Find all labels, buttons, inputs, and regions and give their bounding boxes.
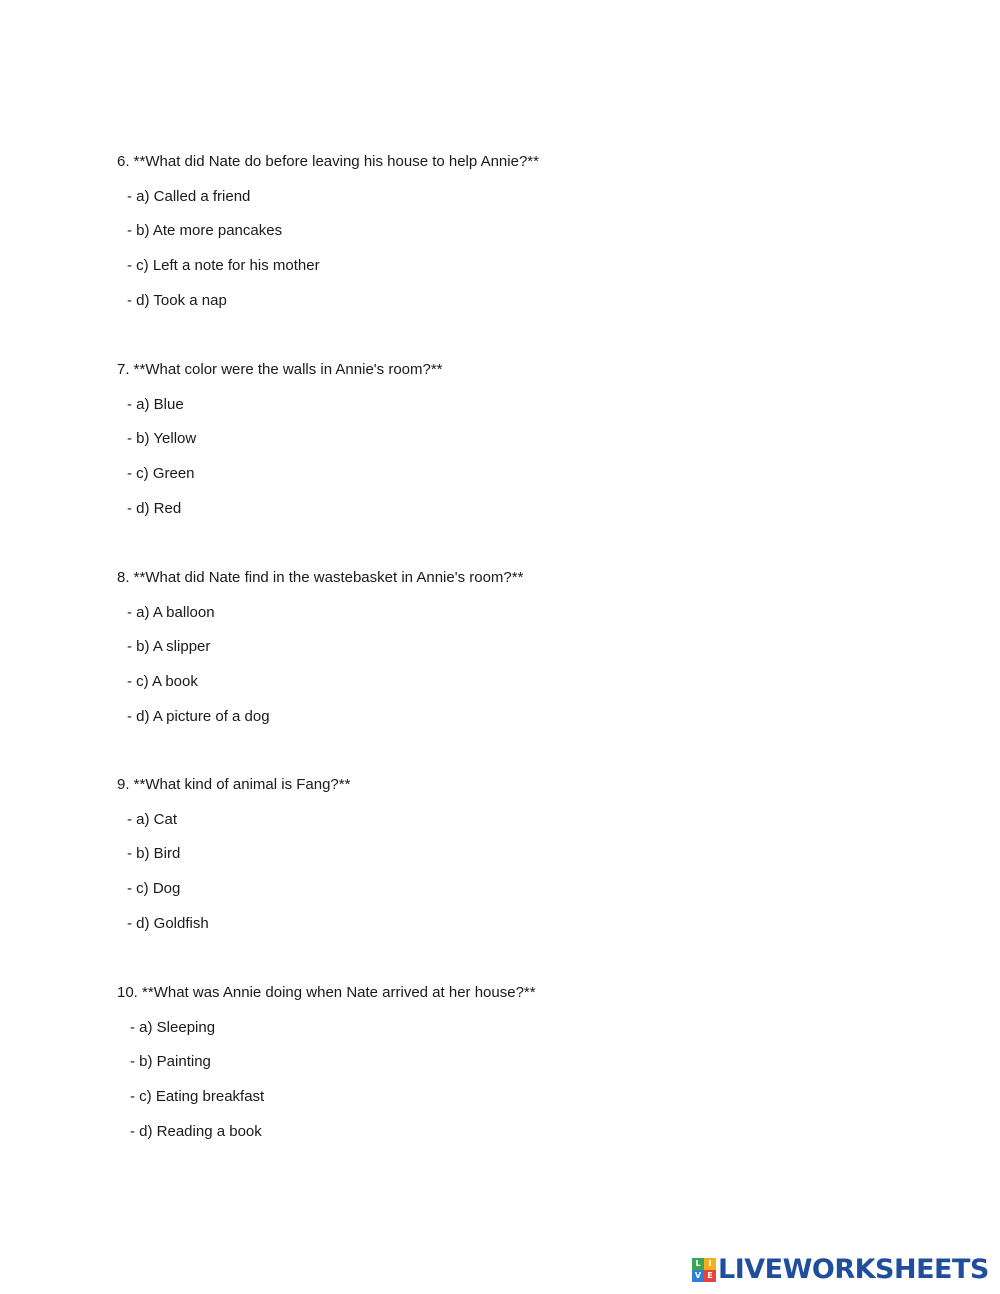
answer-option-c[interactable]: - c) Left a note for his mother — [127, 257, 320, 275]
question-9 — [117, 776, 817, 933]
answer-option-b[interactable]: - b) Yellow — [127, 430, 197, 448]
logo-tile-v: V — [692, 1270, 704, 1282]
answer-option-b[interactable]: - b) Painting — [130, 1053, 211, 1071]
question-6 — [117, 153, 817, 310]
answer-option-a[interactable]: - a) Blue — [127, 395, 184, 413]
answer-option-a[interactable]: - a) Called a friend — [127, 187, 251, 205]
answer-option-b[interactable]: - b) Ate more pancakes — [127, 222, 283, 240]
answer-option-d[interactable]: - d) Reading a book — [130, 1122, 262, 1140]
answer-option-b[interactable]: - b) Bird — [127, 845, 181, 863]
question-7 — [117, 361, 817, 518]
question-text: 9. **What kind of animal is Fang?** — [117, 776, 351, 793]
answer-option-d[interactable]: - d) Goldfish — [127, 914, 209, 932]
answer-option-a[interactable]: - a) Cat — [127, 810, 178, 828]
liveworksheets-brand[interactable] — [692, 1256, 989, 1284]
brand-wordmark: LIVEWORKSHEETS — [718, 1254, 989, 1285]
answer-option-d[interactable]: - d) Red — [127, 499, 182, 517]
answer-option-a[interactable]: - a) A balloon — [127, 603, 215, 621]
answer-option-d[interactable]: - d) Took a nap — [127, 291, 227, 309]
question-text: 8. **What did Nate find in the wastebasket in Annie's room?** — [117, 569, 524, 586]
logo-tile-l: L — [692, 1258, 704, 1270]
question-text: 7. **What color were the walls in Annie's room?** — [117, 361, 443, 378]
question-8 — [117, 569, 817, 726]
answer-option-b[interactable]: - b) A slipper — [127, 638, 211, 656]
answer-option-a[interactable]: - a) Sleeping — [130, 1018, 216, 1036]
answer-option-c[interactable]: - c) Dog — [127, 880, 181, 898]
logo-tile-e: E — [704, 1270, 716, 1282]
liveworksheets-logo-icon — [692, 1258, 716, 1282]
answer-option-c[interactable]: - c) Green — [127, 465, 195, 483]
question-text: 6. **What did Nate do before leaving his house to help Annie?** — [117, 153, 539, 170]
logo-tile-i: I — [704, 1258, 716, 1270]
question-text: 10. **What was Annie doing when Nate arrived at her house?** — [117, 984, 536, 1001]
answer-option-c[interactable]: - c) Eating breakfast — [130, 1088, 265, 1106]
answer-option-d[interactable]: - d) A picture of a dog — [127, 707, 270, 725]
answer-option-c[interactable]: - c) A book — [127, 673, 198, 691]
question-10 — [117, 984, 817, 1141]
